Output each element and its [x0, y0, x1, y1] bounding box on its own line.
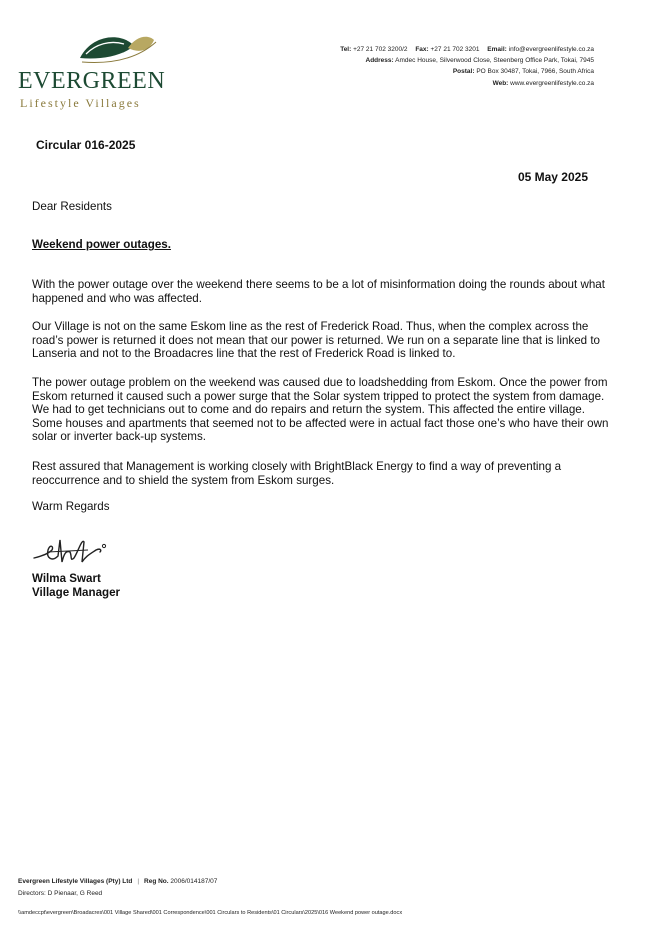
signature-image	[30, 528, 110, 574]
contact-line-web	[340, 78, 594, 89]
circular-number: Circular 016-2025	[36, 138, 136, 152]
closing: Warm Regards	[32, 500, 110, 513]
evergreen-logo	[16, 30, 166, 115]
paragraph-3: The power outage problem on the weekend was caused due to loadshedding from Eskom. Once the power from Eskom returned it caused such a power surge that the Solar system tripped to protect the system from damage. We had to get technicians out to come and do repairs and return the system. This affected the entire village. Some houses and apartments that seemed not to be affected were in actual fact those one’s who have their own solar or inverter back-up systems.	[32, 376, 609, 443]
footer-file-path: \\amdeccpt\evergreen\Broadacres\001 Village Shared\001 Correspondence\001 Circulars to Residents\01 Circulars\2025\016 Weekend power outage.docx	[18, 910, 403, 916]
email-label: Email:	[487, 46, 507, 53]
footer-separator: |	[137, 878, 140, 885]
subject-line: Weekend power outages.	[32, 238, 171, 251]
letter-date: 05 May 2025	[517, 170, 588, 184]
address-value: Amdec House, Silverwood Close, Steenberg Office Park, Tokai, 7945	[395, 57, 594, 65]
fax-value: +27 21 702 3201	[430, 46, 480, 53]
brand-tagline: Lifestyle Villages	[20, 96, 141, 110]
footer-reg-label: Reg No.	[144, 878, 169, 885]
tel-label: Tel:	[340, 46, 352, 53]
leaf-icon	[78, 30, 158, 66]
paragraph-1: With the power outage over the weekend there seems to be a lot of misinformation doing the rounds about what happened and who was affected.	[32, 278, 605, 305]
footer-company: Evergreen Lifestyle Villages (Pty) Ltd	[18, 878, 133, 885]
web-link[interactable]: www.evergreenlifestyle.co.za	[510, 79, 594, 87]
footer-company-line	[18, 878, 217, 885]
signer-name: Wilma Swart	[32, 572, 101, 585]
paragraph-2: Our Village is not on the same Eskom line as the rest of Frederick Road. Thus, when the complex across the road’s power is returned it does not mean that our power is returned. We run on a separate line that is linked to Lanseria and not to the Broadacres line that the rest of Frederick Road is linked to.	[32, 320, 600, 360]
email-link[interactable]: info@evergreenlifestyle.co.za	[508, 46, 594, 53]
footer-reg-number: 2006/014187/07	[170, 878, 218, 885]
fax-label: Fax:	[415, 46, 429, 53]
brand-name: EVERGREEN	[18, 68, 166, 94]
postal-value: PO Box 30487, Tokai, 7966, South Africa	[476, 68, 594, 76]
postal-label: Postal:	[452, 68, 475, 76]
tel-value[interactable]: +27 21 702 3200/2	[353, 46, 408, 53]
web-label: Web:	[492, 79, 509, 87]
footer-directors: Directors: D Pienaar, G Reed	[18, 890, 103, 897]
paragraph-4: Rest assured that Management is working closely with BrightBlack Energy to find a way of preventing a reoccurrence and to shield the system from Eskom surges.	[32, 460, 562, 487]
address-label: Address:	[365, 57, 394, 65]
salutation: Dear Residents	[32, 200, 112, 213]
contact-block	[340, 44, 594, 89]
signer-title: Village Manager	[32, 586, 121, 599]
contact-line-address	[340, 55, 594, 66]
contact-line-postal	[340, 66, 594, 77]
contact-line-phone	[340, 44, 594, 55]
